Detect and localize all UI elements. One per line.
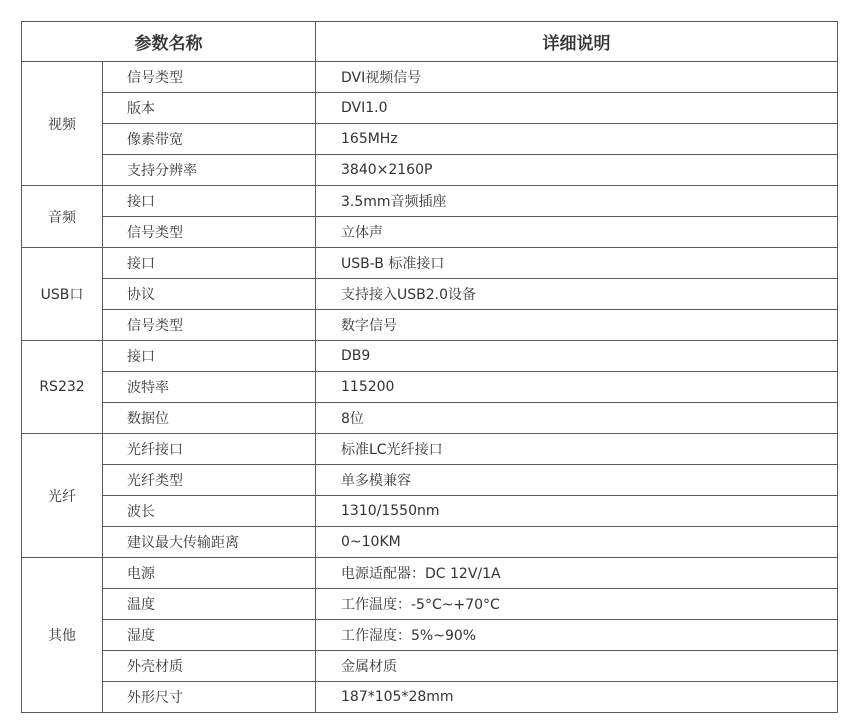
table-row — [22, 217, 838, 248]
param-cell: 版本 — [103, 93, 316, 124]
group-label: RS232 — [22, 341, 103, 434]
table-row — [22, 248, 838, 279]
detail-cell: USB-B 标准接口 — [316, 248, 838, 279]
param-cell: 建议最大传输距离 — [103, 527, 316, 558]
detail-cell: 立体声 — [316, 217, 838, 248]
table-row — [22, 682, 838, 713]
param-cell: 接口 — [103, 341, 316, 372]
param-cell: 光纤类型 — [103, 465, 316, 496]
param-cell: 温度 — [103, 589, 316, 620]
detail-cell: 1310/1550nm — [316, 496, 838, 527]
param-cell: 数据位 — [103, 403, 316, 434]
table-row — [22, 155, 838, 186]
param-cell: 波长 — [103, 496, 316, 527]
detail-cell: 标准LC光纤接口 — [316, 434, 838, 465]
table-row — [22, 434, 838, 465]
group-label: 视频 — [22, 62, 103, 186]
detail-cell: DVI1.0 — [316, 93, 838, 124]
group-label: USB口 — [22, 248, 103, 341]
detail-cell: 金属材质 — [316, 651, 838, 682]
table-row — [22, 124, 838, 155]
detail-cell: 工作湿度：5%~90% — [316, 620, 838, 651]
table-row — [22, 403, 838, 434]
detail-cell: DVI视频信号 — [316, 62, 838, 93]
detail-cell: 工作温度：-5°C~+70°C — [316, 589, 838, 620]
detail-cell: 8位 — [316, 403, 838, 434]
table-row — [22, 465, 838, 496]
param-cell: 协议 — [103, 279, 316, 310]
header-row — [22, 22, 838, 62]
param-cell: 电源 — [103, 558, 316, 589]
param-cell: 信号类型 — [103, 62, 316, 93]
detail-cell: 支持接入USB2.0设备 — [316, 279, 838, 310]
param-cell: 波特率 — [103, 372, 316, 403]
group-label: 音频 — [22, 186, 103, 248]
table-row — [22, 310, 838, 341]
param-cell: 支持分辨率 — [103, 155, 316, 186]
detail-cell: 165MHz — [316, 124, 838, 155]
detail-cell: 数字信号 — [316, 310, 838, 341]
param-cell: 信号类型 — [103, 310, 316, 341]
detail-cell: DB9 — [316, 341, 838, 372]
param-cell: 接口 — [103, 248, 316, 279]
detail-cell: 115200 — [316, 372, 838, 403]
group-label: 光纤 — [22, 434, 103, 558]
param-cell: 湿度 — [103, 620, 316, 651]
detail-cell: 187*105*28mm — [316, 682, 838, 713]
param-cell: 外形尺寸 — [103, 682, 316, 713]
param-cell: 像素带宽 — [103, 124, 316, 155]
description-header: 详细说明 — [316, 22, 838, 62]
detail-cell: 0~10KM — [316, 527, 838, 558]
table-row — [22, 496, 838, 527]
table-row — [22, 527, 838, 558]
detail-cell: 单多模兼容 — [316, 465, 838, 496]
detail-cell: 3.5mm音频插座 — [316, 186, 838, 217]
param-name-header: 参数名称 — [22, 22, 316, 62]
detail-cell: 3840×2160P — [316, 155, 838, 186]
table-row — [22, 186, 838, 217]
table-row — [22, 341, 838, 372]
table-row — [22, 279, 838, 310]
table-row — [22, 651, 838, 682]
table-row — [22, 620, 838, 651]
table-row — [22, 62, 838, 93]
param-cell: 接口 — [103, 186, 316, 217]
table-row — [22, 558, 838, 589]
table-row — [22, 93, 838, 124]
param-cell: 光纤接口 — [103, 434, 316, 465]
table-row — [22, 589, 838, 620]
spec-table-body — [22, 62, 838, 713]
param-cell: 外壳材质 — [103, 651, 316, 682]
spec-table — [21, 21, 838, 713]
group-label: 其他 — [22, 558, 103, 713]
table-row — [22, 372, 838, 403]
detail-cell: 电源适配器：DC 12V/1A — [316, 558, 838, 589]
param-cell: 信号类型 — [103, 217, 316, 248]
